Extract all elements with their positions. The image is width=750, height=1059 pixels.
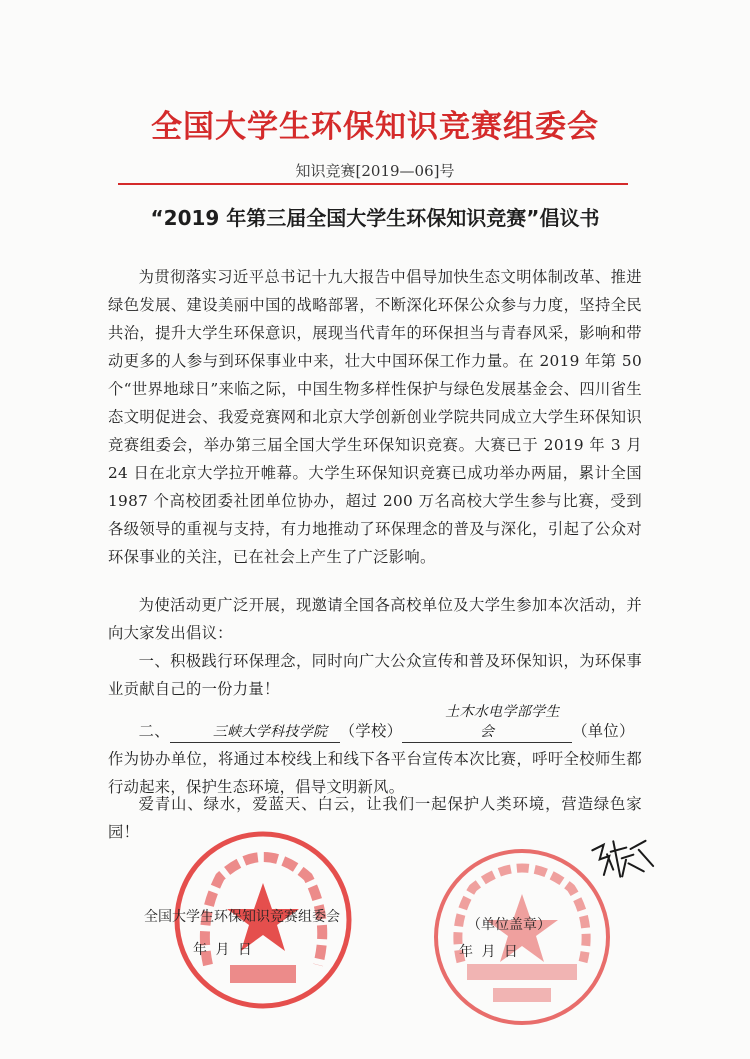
right-seal-label: （单位盖章）: [467, 917, 551, 933]
school-name-fill: 三峡大学科技学院: [170, 722, 340, 743]
paragraph-proposal-two: [108, 702, 642, 801]
document-title: “2019 年第三届全国大学生环保知识竞赛”倡议书: [150, 206, 600, 230]
school-label: （学校）: [339, 722, 403, 740]
proposal-two-rest: 作为协办单位，将通过本校线上和线下各平台宣传本次比赛，呼吁全校师生都行动起来，保护生态环境，倡导文明新风。: [108, 750, 642, 796]
paragraph-invitation: 为使活动更广泛开展，现邀请全国各高校单位及大学生参加本次活动，并向大家发出倡议：: [108, 596, 642, 642]
unit-name-fill: 土木水电学部学生会: [402, 702, 572, 743]
youth-league-seal: [427, 842, 617, 1032]
right-signing-date: 年 月 日: [459, 944, 520, 960]
proposal-two-prefix: 二、: [138, 722, 170, 740]
red-divider-line: [118, 183, 628, 185]
document-number: 知识竞赛[2019—06]号: [295, 162, 455, 180]
paragraph-closing: 爱青山、绿水，爱蓝天、白云，让我们一起保护人类环境，营造绿色家园！: [108, 795, 642, 841]
left-signing-date: 年 月 日: [193, 942, 254, 958]
left-signatory-org: 全国大学生环保知识竞赛组委会: [144, 909, 340, 925]
unit-label: （单位）: [572, 722, 635, 740]
paragraph-intro: 为贯彻落实习近平总书记十九大报告中倡导加快生态文明体制改革、推进绿色发展、建设美丽中国的战略部署，不断深化环保公众参与力度，坚持全民共治，提升大学生环保意识，展现当代青年的环保担当与青春风采，影响和带动更多的人参与到环保事业中来，壮大中国环保工作力量。在 2019 年第 50 个“世界地球日”来临之际，中国生物多样性保护与绿色发展基金会、四川省生态文明促进会、我爱竞赛网和北京大学创新创业学院共同成立大学生环保知识竞赛组委会，举办第三届全国大学生环保知识竞赛。大赛已于 2019 年 3 月 24 日在北京大学拉开帷幕。大学生环保知识竞赛已成功举办两届，累计全国 1987 个高校团委社团单位协办，超过 200 万名高校大学生参与比赛，受到各级领导的重视与支持，有力地推动了环保理念的普及与深化，引起了公众对环保事业的关注，已在社会上产生了广泛影响。: [108, 268, 642, 566]
proposal-two-first-line: [108, 702, 642, 745]
paragraph-proposal-one: 一、积极践行环保理念，同时向广大公众宣传和普及环保知识，为环保事业贡献自己的一份力量！: [108, 652, 642, 698]
organization-title: 全国大学生环保知识竞赛组委会: [151, 109, 599, 145]
red-seal-icon: [427, 842, 617, 1032]
